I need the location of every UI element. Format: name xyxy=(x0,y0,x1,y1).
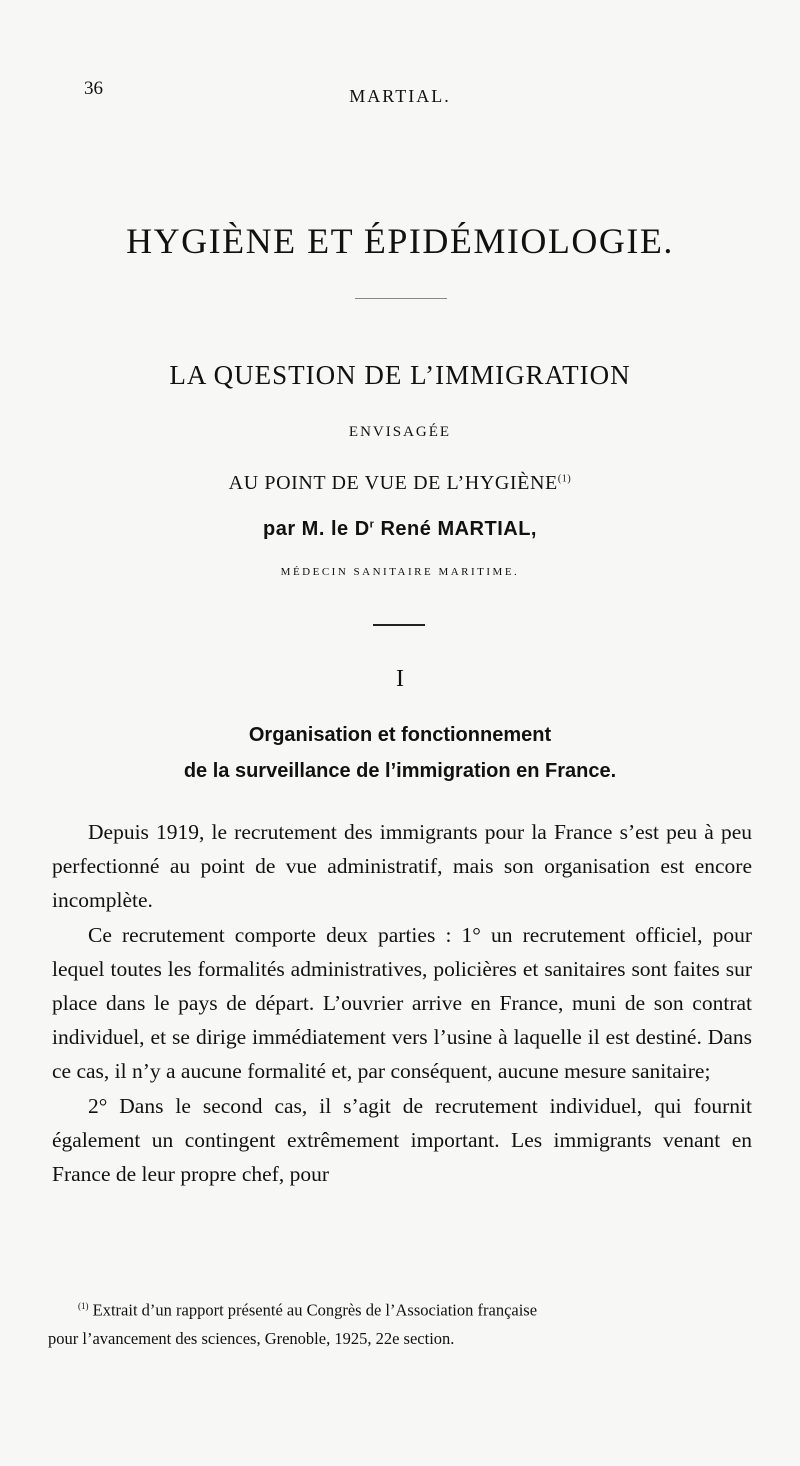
byline-divider xyxy=(373,624,425,626)
byline-sup: r xyxy=(369,518,375,531)
article-title: LA QUESTION DE L’IMMIGRATION xyxy=(169,360,631,390)
footnote xyxy=(48,1292,758,1353)
article-subtitle-text: AU POINT DE VUE DE L’HYGIÈNE xyxy=(228,472,558,494)
title-divider xyxy=(355,298,447,299)
paragraph: 2° Dans le second cas, il s’agit de recrutement individuel, qui fournit également un contingent extrêmement important. Les immigrants venant en France de leur propre chef, pour xyxy=(52,1093,752,1187)
footnote-line1 xyxy=(78,1292,758,1325)
byline xyxy=(0,518,800,541)
chapter-title-line1: Organisation et fonctionnement xyxy=(248,724,552,746)
footnote-line2: pour l’avancement des sciences, Grenoble, 1925, 22e section. xyxy=(48,1328,455,1348)
paragraph: Ce recrutement comporte deux parties : 1° un recrutement officiel, pour lequel toutes les formalités administratives, policières et sanitaires sont faites sur place dans le pays de départ. L’ouvrier arrive en France, muni de son contrat individuel, et se dirige immédiatement vers l’usine à laquelle il est destiné. Dans ce cas, il n’y a aucune formalité et, par conséquent, aucune mesure sanitaire; xyxy=(52,922,752,1084)
author-name: René MARTIAL, xyxy=(374,518,537,540)
byline-prefix: par M. le D xyxy=(263,518,370,540)
paragraph: Depuis 1919, le recrutement des immigrants pour la France s’est peu à peu perfectionné au point de vue administratif, mais son organisation est encore incomplète. xyxy=(52,820,752,913)
body-text xyxy=(52,815,752,1191)
chapter-title-line2: de la surveillance de l’immigration en France. xyxy=(183,760,617,782)
footnote-marker: (1) xyxy=(78,1301,89,1311)
footnote-reference[interactable]: (1) xyxy=(557,473,572,485)
running-head: MARTIAL. xyxy=(349,86,451,106)
chapter-number: I xyxy=(396,666,404,692)
section-title: HYGIÈNE ET ÉPIDÉMIOLOGIE. xyxy=(126,221,674,261)
footnote-text: Extrait d’un rapport présenté au Congrès de l’Association française xyxy=(92,1300,538,1320)
article-subtitle-line1: ENVISAGÉE xyxy=(348,424,452,440)
article-subtitle-line2 xyxy=(0,472,800,495)
page-number: 36 xyxy=(84,78,103,99)
author-role: MÉDECIN SANITAIRE MARITIME. xyxy=(280,566,520,578)
